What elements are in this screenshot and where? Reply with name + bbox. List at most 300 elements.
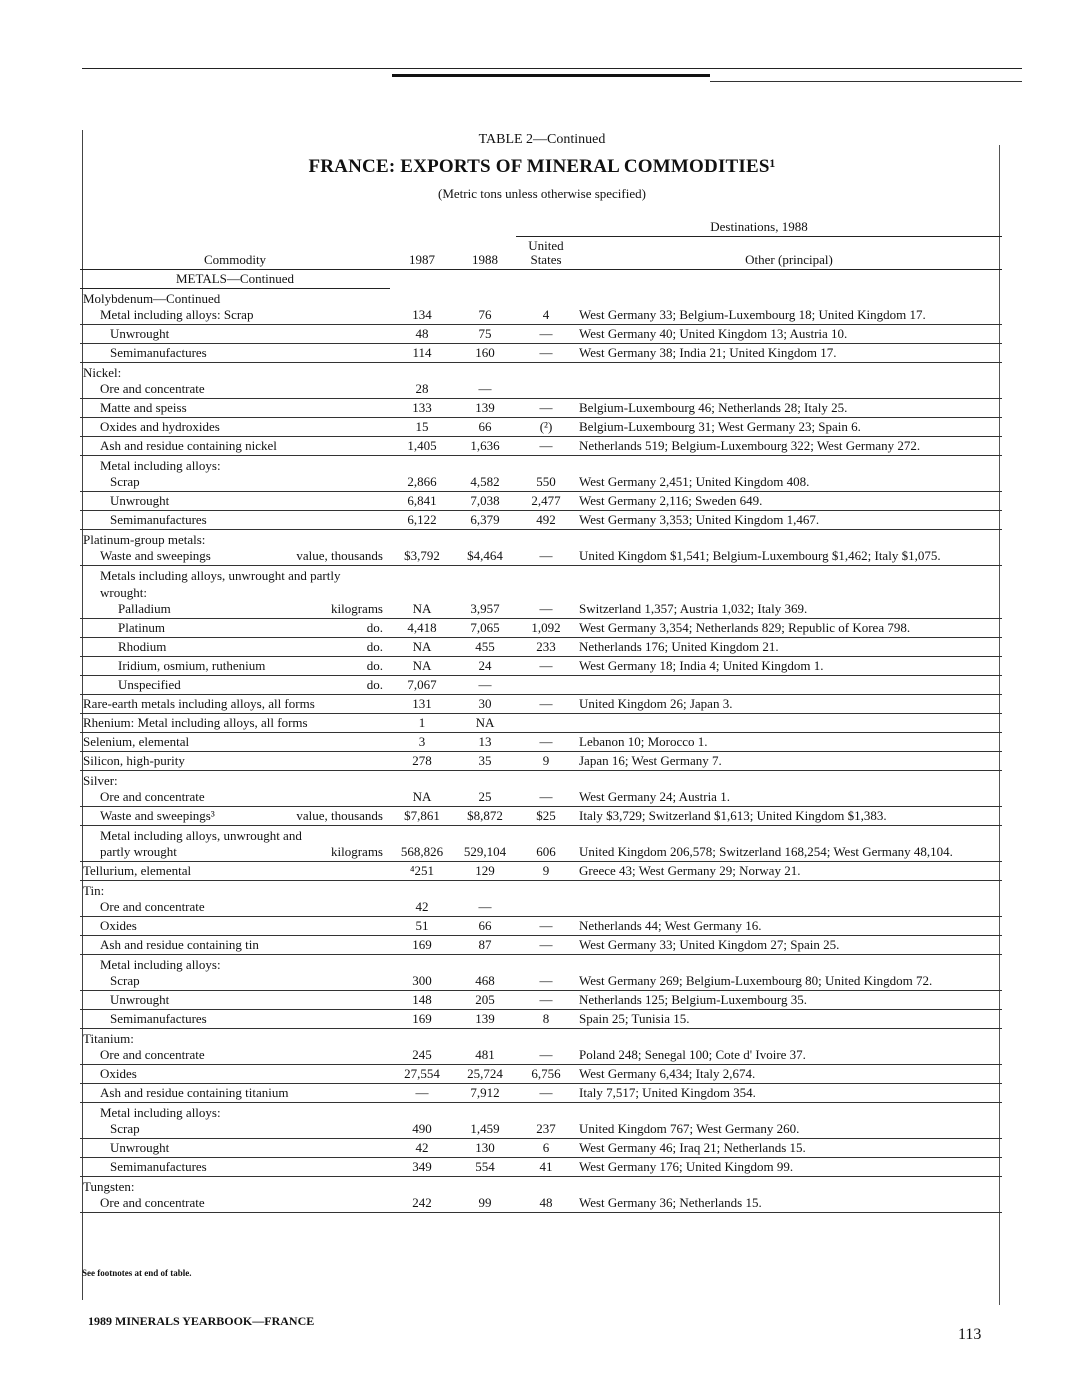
- value-1987: 349: [390, 1158, 454, 1177]
- value-united-states: 233: [516, 638, 576, 657]
- value-1988: [454, 881, 516, 899]
- commodity-cell: [80, 456, 390, 474]
- commodity-cell: [80, 547, 390, 566]
- value-1988: 468: [454, 972, 516, 991]
- value-united-states: [516, 955, 576, 973]
- value-1987: [390, 881, 454, 899]
- other-destinations: [576, 881, 1002, 899]
- group-row: [80, 1177, 1002, 1195]
- unit-label: kilograms: [331, 844, 383, 859]
- other-destinations: Poland 248; Senegal 100; Cote d' Ivoire 37.: [576, 1046, 1002, 1065]
- value-united-states: 1,092: [516, 619, 576, 638]
- commodity-name: Semimanufactures: [110, 1159, 207, 1174]
- page-number: 113: [958, 1326, 982, 1343]
- value-1988: [454, 530, 516, 548]
- value-1988: [454, 456, 516, 474]
- table-body: [80, 289, 1002, 1213]
- value-1988: 1,636: [454, 437, 516, 456]
- table-row: [80, 344, 1002, 363]
- value-1987: $7,861: [390, 807, 454, 826]
- group-row: [80, 289, 1002, 307]
- commodity-name: Rhodium: [118, 639, 167, 654]
- value-1988: 4,582: [454, 473, 516, 492]
- value-united-states: 6,756: [516, 1065, 576, 1084]
- commodity-cell: [80, 325, 390, 344]
- other-destinations: [576, 1029, 1002, 1047]
- commodity-name: Silicon, high-purity: [83, 753, 185, 768]
- value-1987: 28: [390, 380, 454, 399]
- value-1988: 481: [454, 1046, 516, 1065]
- commodity-cell: [80, 917, 390, 936]
- value-1987: NA: [390, 657, 454, 676]
- other-destinations: United Kingdom 26; Japan 3.: [576, 695, 1002, 714]
- other-destinations: Netherlands 519; Belgium-Luxembourg 322; West Germany 272.: [576, 437, 1002, 456]
- table-row: [80, 380, 1002, 399]
- other-destinations: [576, 583, 1002, 600]
- commodity-name: Platinum-group metals:: [83, 532, 206, 547]
- col-destinations: Destinations, 1988: [516, 218, 1002, 237]
- other-destinations: [576, 676, 1002, 695]
- value-united-states: —: [516, 936, 576, 955]
- commodity-cell: [80, 437, 390, 456]
- commodity-cell: [80, 657, 390, 676]
- value-united-states: —: [516, 600, 576, 619]
- commodity-cell: [80, 289, 390, 307]
- value-1988: 7,038: [454, 492, 516, 511]
- value-1988: 66: [454, 917, 516, 936]
- value-united-states: [516, 380, 576, 399]
- value-1988: [454, 826, 516, 844]
- value-1988: [454, 771, 516, 789]
- commodity-name: Semimanufactures: [110, 345, 207, 360]
- value-1987: NA: [390, 600, 454, 619]
- commodity-name: Scrap: [110, 1121, 140, 1136]
- commodity-name: Ore and concentrate: [100, 789, 205, 804]
- commodity-name: Molybdenum—Continued: [83, 291, 221, 306]
- value-1987: 3: [390, 733, 454, 752]
- commodity-name: partly wrought: [100, 844, 177, 859]
- commodity-cell: [80, 363, 390, 381]
- value-1988: 24: [454, 657, 516, 676]
- table-row: [80, 991, 1002, 1010]
- commodity-name: Metal including alloys:: [100, 458, 221, 473]
- other-destinations: [576, 456, 1002, 474]
- commodity-name: Waste and sweepings: [100, 548, 211, 563]
- commodity-name: Oxides: [100, 1066, 137, 1081]
- value-united-states: [516, 1103, 576, 1121]
- commodity-cell: [80, 638, 390, 657]
- value-1987: 48: [390, 325, 454, 344]
- value-united-states: [516, 1177, 576, 1195]
- table-row: [80, 972, 1002, 991]
- commodity-cell: [80, 1139, 390, 1158]
- value-1988: [454, 289, 516, 307]
- section-row: [80, 270, 1002, 289]
- other-destinations: United Kingdom $1,541; Belgium-Luxembourg $1,462; Italy $1,075.: [576, 547, 1002, 566]
- commodity-name: Selenium, elemental: [83, 734, 190, 749]
- top-rule-right: [710, 81, 1022, 82]
- value-united-states: —: [516, 547, 576, 566]
- table-row: [80, 1139, 1002, 1158]
- value-1988: 3,957: [454, 600, 516, 619]
- value-united-states: (²): [516, 418, 576, 437]
- value-united-states: —: [516, 991, 576, 1010]
- group-row: [80, 530, 1002, 548]
- value-1987: [390, 771, 454, 789]
- value-united-states: [516, 363, 576, 381]
- group-row: [80, 566, 1002, 584]
- value-1988: [454, 1177, 516, 1195]
- other-destinations: [576, 898, 1002, 917]
- group-row: [80, 955, 1002, 973]
- value-1988: NA: [454, 714, 516, 733]
- other-destinations: Belgium-Luxembourg 31; West Germany 23; Spain 6.: [576, 418, 1002, 437]
- value-1987: $3,792: [390, 547, 454, 566]
- commodity-cell: [80, 566, 390, 584]
- other-destinations: Italy 7,517; United Kingdom 354.: [576, 1084, 1002, 1103]
- table-title: FRANCE: EXPORTS OF MINERAL COMMODITIES¹: [308, 156, 776, 177]
- value-1987: 51: [390, 917, 454, 936]
- commodity-name: Oxides and hydroxides: [100, 419, 220, 434]
- commodity-name: Ash and residue containing tin: [100, 937, 259, 952]
- commodity-cell: [80, 862, 390, 881]
- other-destinations: West Germany 46; Iraq 21; Netherlands 15.: [576, 1139, 1002, 1158]
- value-united-states: [516, 714, 576, 733]
- table-row: [80, 600, 1002, 619]
- commodity-name: Palladium: [118, 601, 171, 616]
- value-united-states: $25: [516, 807, 576, 826]
- commodity-cell: [80, 530, 390, 548]
- table-row: [80, 917, 1002, 936]
- other-destinations: [576, 1103, 1002, 1121]
- value-united-states: [516, 456, 576, 474]
- table-row: [80, 676, 1002, 695]
- table-row: [80, 1120, 1002, 1139]
- other-destinations: West Germany 3,354; Netherlands 829; Republic of Korea 798.: [576, 619, 1002, 638]
- table-row: [80, 898, 1002, 917]
- value-1987: 42: [390, 1139, 454, 1158]
- table-header: [82, 130, 1002, 202]
- commodity-cell: [80, 714, 390, 733]
- value-united-states: —: [516, 695, 576, 714]
- footnote-ref: See footnotes at end of table.: [82, 1268, 192, 1278]
- other-destinations: West Germany 40; United Kingdom 13; Austria 10.: [576, 325, 1002, 344]
- commodity-cell: [80, 1010, 390, 1029]
- value-1987: 490: [390, 1120, 454, 1139]
- value-1988: 66: [454, 418, 516, 437]
- value-united-states: —: [516, 325, 576, 344]
- unit-label: kilograms: [331, 601, 383, 616]
- commodity-cell: [80, 473, 390, 492]
- commodity-name: Unwrought: [110, 1140, 170, 1155]
- value-1988: [454, 955, 516, 973]
- other-destinations: [576, 714, 1002, 733]
- table-row: [80, 511, 1002, 530]
- value-united-states: —: [516, 733, 576, 752]
- header-row: [80, 218, 1002, 237]
- exports-table: [80, 218, 1002, 1213]
- value-1988: 1,459: [454, 1120, 516, 1139]
- value-1987: 15: [390, 418, 454, 437]
- table-row: [80, 936, 1002, 955]
- value-1987: 133: [390, 399, 454, 418]
- value-1988: $4,464: [454, 547, 516, 566]
- value-1987: 42: [390, 898, 454, 917]
- table-row: [80, 1158, 1002, 1177]
- value-1987: 131: [390, 695, 454, 714]
- other-destinations: West Germany 6,434; Italy 2,674.: [576, 1065, 1002, 1084]
- value-united-states: [516, 771, 576, 789]
- value-1987: [390, 826, 454, 844]
- commodity-name: Scrap: [110, 474, 140, 489]
- table-row: [80, 638, 1002, 657]
- commodity-cell: [80, 733, 390, 752]
- commodity-name: Ore and concentrate: [100, 381, 205, 396]
- col-united-states: United States: [516, 237, 576, 270]
- value-1988: 130: [454, 1139, 516, 1158]
- value-1988: 30: [454, 695, 516, 714]
- table-row: [80, 547, 1002, 566]
- value-united-states: 492: [516, 511, 576, 530]
- commodity-name: Unwrought: [110, 493, 170, 508]
- unit-label: do.: [366, 620, 383, 635]
- value-1988: 25,724: [454, 1065, 516, 1084]
- value-1988: [454, 583, 516, 600]
- table-row: [80, 752, 1002, 771]
- value-1987: [390, 1103, 454, 1121]
- group-row: [80, 363, 1002, 381]
- group-row: [80, 1103, 1002, 1121]
- top-rule: [82, 68, 1022, 69]
- value-1987: 245: [390, 1046, 454, 1065]
- other-destinations: [576, 566, 1002, 584]
- commodity-name: Semimanufactures: [110, 512, 207, 527]
- other-destinations: Spain 25; Tunisia 15.: [576, 1010, 1002, 1029]
- value-1988: 554: [454, 1158, 516, 1177]
- value-1987: [390, 1177, 454, 1195]
- commodity-name: Waste and sweepings³: [100, 808, 215, 823]
- commodity-cell: [80, 695, 390, 714]
- value-1988: 160: [454, 344, 516, 363]
- value-1988: 139: [454, 399, 516, 418]
- value-1987: 4,418: [390, 619, 454, 638]
- value-1987: —: [390, 1084, 454, 1103]
- other-destinations: [576, 289, 1002, 307]
- value-1987: [390, 530, 454, 548]
- commodity-name: Unwrought: [110, 326, 170, 341]
- table-row: [80, 1010, 1002, 1029]
- value-united-states: —: [516, 657, 576, 676]
- value-1988: 529,104: [454, 843, 516, 862]
- commodity-cell: [80, 418, 390, 437]
- unit-label: do.: [366, 677, 383, 692]
- other-destinations: [576, 380, 1002, 399]
- commodity-name: Platinum: [118, 620, 165, 635]
- commodity-name: wrought:: [100, 585, 147, 600]
- table-row: [80, 492, 1002, 511]
- table-row: [80, 1084, 1002, 1103]
- commodity-name: Tin:: [83, 883, 105, 898]
- value-1987: [390, 566, 454, 584]
- other-destinations: Netherlands 44; West Germany 16.: [576, 917, 1002, 936]
- value-1988: 87: [454, 936, 516, 955]
- value-1987: 300: [390, 972, 454, 991]
- other-destinations: [576, 530, 1002, 548]
- commodity-cell: [80, 344, 390, 363]
- section-label: METALS—Continued: [80, 270, 390, 289]
- table-row: [80, 843, 1002, 862]
- commodity-name: Tellurium, elemental: [83, 863, 192, 878]
- value-united-states: —: [516, 437, 576, 456]
- group-row: [80, 826, 1002, 844]
- commodity-cell: [80, 600, 390, 619]
- other-destinations: West Germany 24; Austria 1.: [576, 788, 1002, 807]
- value-1987: 278: [390, 752, 454, 771]
- table-row: [80, 714, 1002, 733]
- group-row: [80, 881, 1002, 899]
- value-united-states: —: [516, 399, 576, 418]
- other-destinations: Netherlands 176; United Kingdom 21.: [576, 638, 1002, 657]
- other-destinations: West Germany 36; Netherlands 15.: [576, 1194, 1002, 1213]
- col-1988: 1988: [454, 218, 516, 270]
- value-1987: 169: [390, 936, 454, 955]
- commodity-cell: [80, 991, 390, 1010]
- commodity-name: Ash and residue containing titanium: [100, 1085, 289, 1100]
- commodity-cell: [80, 1046, 390, 1065]
- commodity-name: Ore and concentrate: [100, 1195, 205, 1210]
- value-1988: 7,912: [454, 1084, 516, 1103]
- table-row: [80, 788, 1002, 807]
- value-1987: 6,841: [390, 492, 454, 511]
- commodity-name: Tungsten:: [83, 1179, 135, 1194]
- unit-label: value, thousands: [296, 808, 383, 823]
- value-united-states: —: [516, 972, 576, 991]
- col-other: Other (principal): [576, 237, 1002, 270]
- commodity-cell: [80, 583, 390, 600]
- other-destinations: [576, 771, 1002, 789]
- other-destinations: [576, 826, 1002, 844]
- value-united-states: 41: [516, 1158, 576, 1177]
- value-united-states: —: [516, 344, 576, 363]
- other-destinations: United Kingdom 206,578; Switzerland 168,254; West Germany 48,104.: [576, 843, 1002, 862]
- other-destinations: West Germany 18; India 4; United Kingdom 1.: [576, 657, 1002, 676]
- other-destinations: Italy $3,729; Switzerland $1,613; United Kingdom $1,383.: [576, 807, 1002, 826]
- commodity-name: Matte and speiss: [100, 400, 187, 415]
- value-united-states: 9: [516, 862, 576, 881]
- value-1988: 75: [454, 325, 516, 344]
- commodity-name: Metal including alloys: Scrap: [100, 307, 254, 322]
- value-united-states: —: [516, 1084, 576, 1103]
- commodity-cell: [80, 898, 390, 917]
- value-united-states: —: [516, 1046, 576, 1065]
- value-1988: —: [454, 898, 516, 917]
- col-commodity: Commodity: [80, 218, 390, 270]
- other-destinations: West Germany 3,353; United Kingdom 1,467.: [576, 511, 1002, 530]
- value-1988: [454, 1103, 516, 1121]
- value-1988: —: [454, 676, 516, 695]
- table-subtitle: (Metric tons unless otherwise specified): [438, 186, 646, 201]
- value-1988: 13: [454, 733, 516, 752]
- commodity-name: Metal including alloys:: [100, 957, 221, 972]
- value-1988: $8,872: [454, 807, 516, 826]
- commodity-name: Ash and residue containing nickel: [100, 438, 277, 453]
- value-1987: [390, 289, 454, 307]
- value-1988: 35: [454, 752, 516, 771]
- other-destinations: West Germany 33; Belgium-Luxembourg 18; United Kingdom 17.: [576, 306, 1002, 325]
- commodity-cell: [80, 619, 390, 638]
- value-1988: [454, 363, 516, 381]
- commodity-cell: [80, 1065, 390, 1084]
- other-destinations: Greece 43; West Germany 29; Norway 21.: [576, 862, 1002, 881]
- other-destinations: United Kingdom 767; West Germany 260.: [576, 1120, 1002, 1139]
- unit-label: value, thousands: [296, 548, 383, 563]
- value-united-states: [516, 898, 576, 917]
- commodity-cell: [80, 1194, 390, 1213]
- commodity-name: Silver:: [83, 773, 118, 788]
- commodity-cell: [80, 881, 390, 899]
- commodity-name: Scrap: [110, 973, 140, 988]
- value-1987: 148: [390, 991, 454, 1010]
- value-1988: 7,065: [454, 619, 516, 638]
- value-1987: 2,866: [390, 473, 454, 492]
- value-1988: 99: [454, 1194, 516, 1213]
- unit-label: do.: [366, 658, 383, 673]
- commodity-cell: [80, 788, 390, 807]
- group-row: [80, 1029, 1002, 1047]
- value-united-states: —: [516, 788, 576, 807]
- value-1988: 76: [454, 306, 516, 325]
- commodity-name: Unspecified: [118, 677, 181, 692]
- value-united-states: [516, 826, 576, 844]
- commodity-cell: [80, 1029, 390, 1047]
- value-1988: 139: [454, 1010, 516, 1029]
- other-destinations: Japan 16; West Germany 7.: [576, 752, 1002, 771]
- value-united-states: [516, 676, 576, 695]
- commodity-cell: [80, 492, 390, 511]
- value-united-states: [516, 583, 576, 600]
- commodity-name: Semimanufactures: [110, 1011, 207, 1026]
- running-footer: 1989 MINERALS YEARBOOK—FRANCE: [88, 1314, 315, 1328]
- other-destinations: West Germany 2,451; United Kingdom 408.: [576, 473, 1002, 492]
- commodity-cell: [80, 771, 390, 789]
- commodity-cell: [80, 1103, 390, 1121]
- table-label: TABLE 2—Continued: [478, 132, 606, 147]
- value-1987: 6,122: [390, 511, 454, 530]
- table-row: [80, 695, 1002, 714]
- table-row: [80, 418, 1002, 437]
- commodity-cell: [80, 955, 390, 973]
- commodity-name: Rhenium: Metal including alloys, all forms: [83, 715, 308, 730]
- value-united-states: 8: [516, 1010, 576, 1029]
- commodity-cell: [80, 826, 390, 844]
- commodity-cell: [80, 380, 390, 399]
- value-1987: 1,405: [390, 437, 454, 456]
- value-united-states: 2,477: [516, 492, 576, 511]
- value-united-states: 606: [516, 843, 576, 862]
- commodity-cell: [80, 1177, 390, 1195]
- value-united-states: [516, 881, 576, 899]
- commodity-name: Nickel:: [83, 365, 122, 380]
- table-row: [80, 399, 1002, 418]
- commodity-cell: [80, 807, 390, 826]
- commodity-cell: [80, 843, 390, 862]
- commodity-name: Unwrought: [110, 992, 170, 1007]
- other-destinations: Belgium-Luxembourg 46; Netherlands 28; Italy 25.: [576, 399, 1002, 418]
- value-1988: 455: [454, 638, 516, 657]
- value-united-states: 6: [516, 1139, 576, 1158]
- commodity-cell: [80, 399, 390, 418]
- table-row: [80, 473, 1002, 492]
